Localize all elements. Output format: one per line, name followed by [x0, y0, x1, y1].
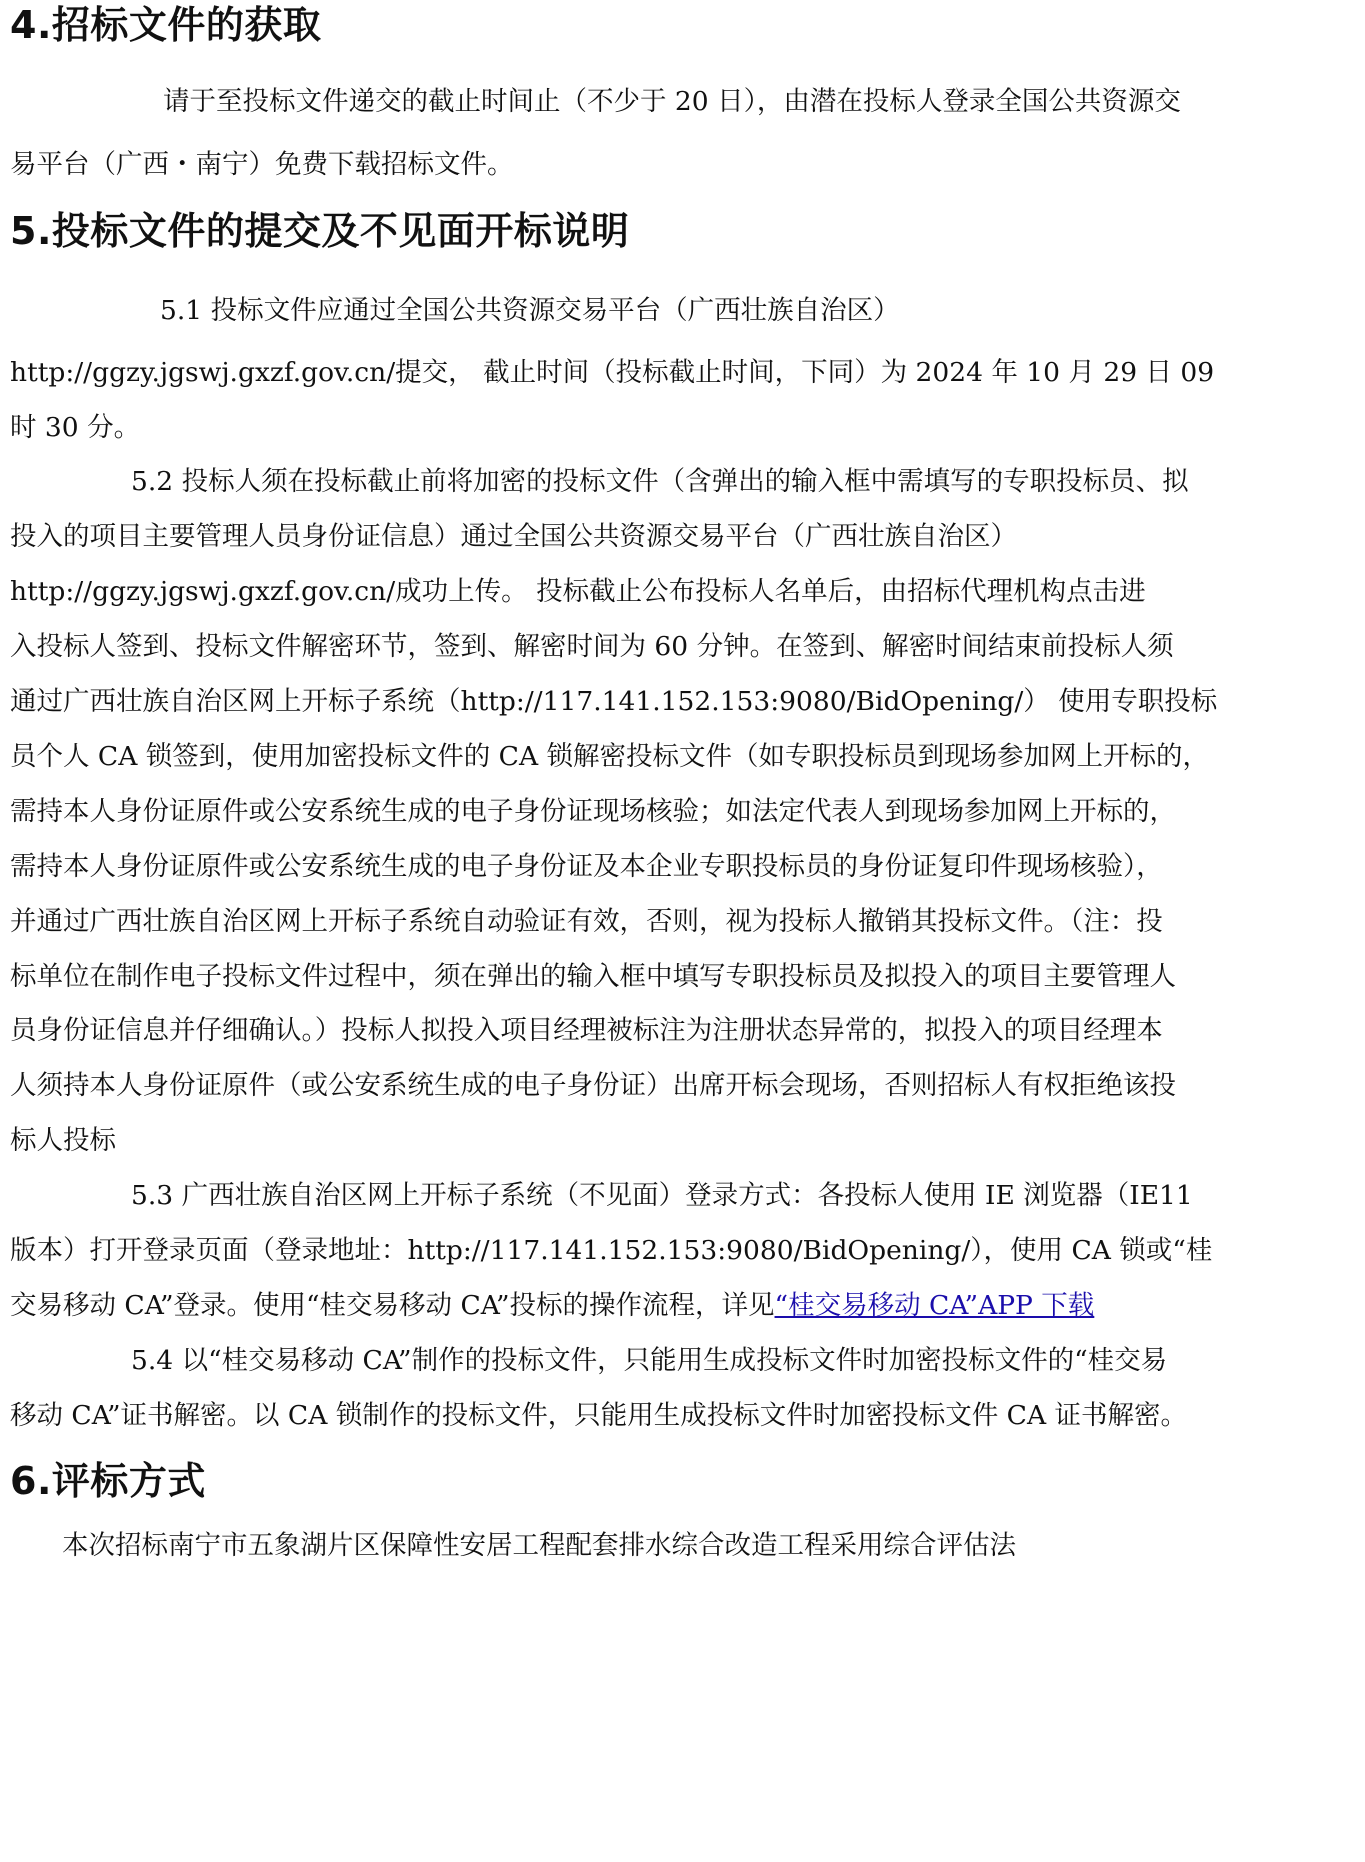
para-5-2-line-11: 员身份证信息并仔细确认。）投标人拟投入项目经理被标注为注册状态异常的，拟投入的项目经理本 [10, 1015, 1163, 1046]
para-5-2-line-1: 5.2 投标人须在投标截止前将加密的投标文件（含弹出的输入框中需填写的专职投标员、拟 [131, 466, 1189, 497]
section-4-line-2: 易平台（广西・南宁）免费下载招标文件。 [10, 149, 514, 180]
para-5-2-line-9: 并通过广西壮族自治区网上开标子系统自动验证有效，否则，视为投标人撤销其投标文件。（注：投 [10, 906, 1163, 937]
section-6-heading: 6.评标方式 [10, 1459, 206, 1503]
para-5-2-line-8: 需持本人身份证原件或公安系统生成的电子身份证及本企业专职投标员的身份证复印件现场核验）， [10, 851, 1163, 882]
para-5-2-line-4: 入投标人签到、投标文件解密环节，签到、解密时间为 60 分钟。在签到、解密时间结束前投标人须 [10, 631, 1174, 662]
para-5-2-line-3: http://ggzy.jgswj.gxzf.gov.cn/成功上传。 投标截止公布投标人名单后，由招标代理机构点击进 [10, 576, 1146, 607]
para-5-3-line-3 [10, 1286, 1094, 1326]
para-5-2-line-12: 人须持本人身份证原件（或公安系统生成的电子身份证）出席开标会现场，否则招标人有权拒绝该投 [10, 1070, 1176, 1101]
section-6-line-1: 本次招标南宁市五象湖片区保障性安居工程配套排水综合改造工程采用综合评估法 [62, 1530, 1016, 1561]
para-5-1-line-2: http://ggzy.jgswj.gxzf.gov.cn/提交， 截止时间（投标截止时间，下同）为 2024 年 10 月 29 日 09 [10, 357, 1215, 388]
para-5-3-line-1: 5.3 广西壮族自治区网上开标子系统（不见面）登录方式：各投标人使用 IE 浏览器（IE11 [131, 1180, 1193, 1211]
para-5-3-line-2: 版本）打开登录页面（登录地址：http://117.141.152.153:9080/BidOpening/），使用 CA 锁或“桂 [10, 1235, 1213, 1266]
para-5-2-line-13: 标人投标 [10, 1125, 116, 1156]
para-5-3-line-3-text: 交易移动 CA”登录。使用“桂交易移动 CA”投标的操作流程，详见 [10, 1290, 775, 1321]
para-5-2-line-7: 需持本人身份证原件或公安系统生成的电子身份证现场核验；如法定代表人到现场参加网上开标的， [10, 796, 1176, 827]
para-5-2-line-6: 员个人 CA 锁签到，使用加密投标文件的 CA 锁解密投标文件（如专职投标员到现场参加网上开标的， [10, 741, 1210, 772]
para-5-4-line-2: 移动 CA”证书解密。以 CA 锁制作的投标文件，只能用生成投标文件时加密投标文件 CA 证书解密。 [10, 1400, 1188, 1431]
section-4-line-1: 请于至投标文件递交的截止时间止（不少于 20 日），由潜在投标人登录全国公共资源交 [163, 86, 1181, 117]
para-5-4-line-1: 5.4 以“桂交易移动 CA”制作的投标文件，只能用生成投标文件时加密投标文件的“桂交易 [131, 1345, 1168, 1376]
para-5-1-line-1: 5.1 投标文件应通过全国公共资源交易平台（广西壮族自治区） [160, 295, 900, 326]
para-5-2-line-5: 通过广西壮族自治区网上开标子系统（http://117.141.152.153:9080/BidOpening/） 使用专职投标 [10, 686, 1218, 717]
section-5-heading: 5.投标文件的提交及不见面开标说明 [10, 209, 630, 253]
app-download-link[interactable]: “桂交易移动 CA”APP 下载 [774, 1290, 1095, 1321]
para-5-1-line-3: 时 30 分。 [10, 412, 141, 443]
para-5-2-line-2: 投入的项目主要管理人员身份证信息）通过全国公共资源交易平台（广西壮族自治区） [10, 521, 1017, 552]
section-4-heading: 4.招标文件的获取 [10, 3, 322, 47]
para-5-2-line-10: 标单位在制作电子投标文件过程中，须在弹出的输入框中填写专职投标员及拟投入的项目主要管理人 [10, 961, 1176, 992]
